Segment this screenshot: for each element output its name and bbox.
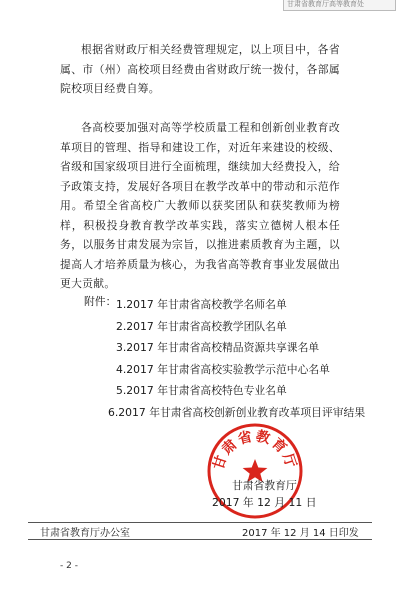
attachments-list [108, 294, 366, 423]
header-tab: 甘肃省教育厅高等教育处 [283, 0, 396, 11]
attachment-item: 1.2017 年甘肃省高校教学名师名单 [116, 298, 287, 311]
page-top-bar [0, 0, 400, 8]
footer-print-date: 2017 年 12 月 14 日印发 [242, 528, 359, 539]
attachment-item: 3.2017 年甘肃省高校精品资源共享课名单 [116, 341, 320, 354]
footer-bottom-divider [28, 539, 372, 540]
attachment-item: 5.2017 年甘肃省高校特色专业名单 [116, 384, 287, 397]
attachment-item: 4.2017 年甘肃省高校实验教学示范中心名单 [116, 362, 330, 376]
attachment-item: 6.2017 年甘肃省高校创新创业教育改革项目评审结果 [108, 405, 366, 419]
page-number: - 2 - [60, 561, 78, 571]
footer-organization: 甘肃省教育厅办公室 [40, 528, 130, 539]
seal-text: 甘肃省教育厅 [210, 428, 300, 472]
footer-top-divider [28, 522, 372, 523]
paragraph-funding: 根据省财政厅相关经费管理规定，以上项目中，各省属、市（州）高校项目经费由省财政厅统一拨付，各部属院校项目经费自筹。 [60, 43, 340, 95]
attachment-item: 2.2017 年甘肃省高校教学团队名单 [116, 319, 287, 333]
signature-date: 2017 年 12 月 11 日 [212, 496, 317, 509]
signature-organization: 甘肃省教育厅 [232, 479, 297, 492]
attachments-label: 附件： [84, 295, 117, 308]
paragraph-requirements: 各高校要加强对高等学校质量工程和创新创业教育改革项目的管理、指导和建设工作，对近年来建设的校级、省级和国家级项目进行全面梳理，继续加大经费投入，给予政策支持，发展好各项目在教学改革中的带动和示范作用。希望全省高校广大教师以获奖团队和获奖教师为榜样，积极投身教育教学改革实践，落实立德树人根本任务，以服务甘肃发展为宗旨，以推进素质教育为主题，以提高人才培养质量为核心，为我省高等教育事业发展做出更大贡献。 [60, 121, 340, 290]
